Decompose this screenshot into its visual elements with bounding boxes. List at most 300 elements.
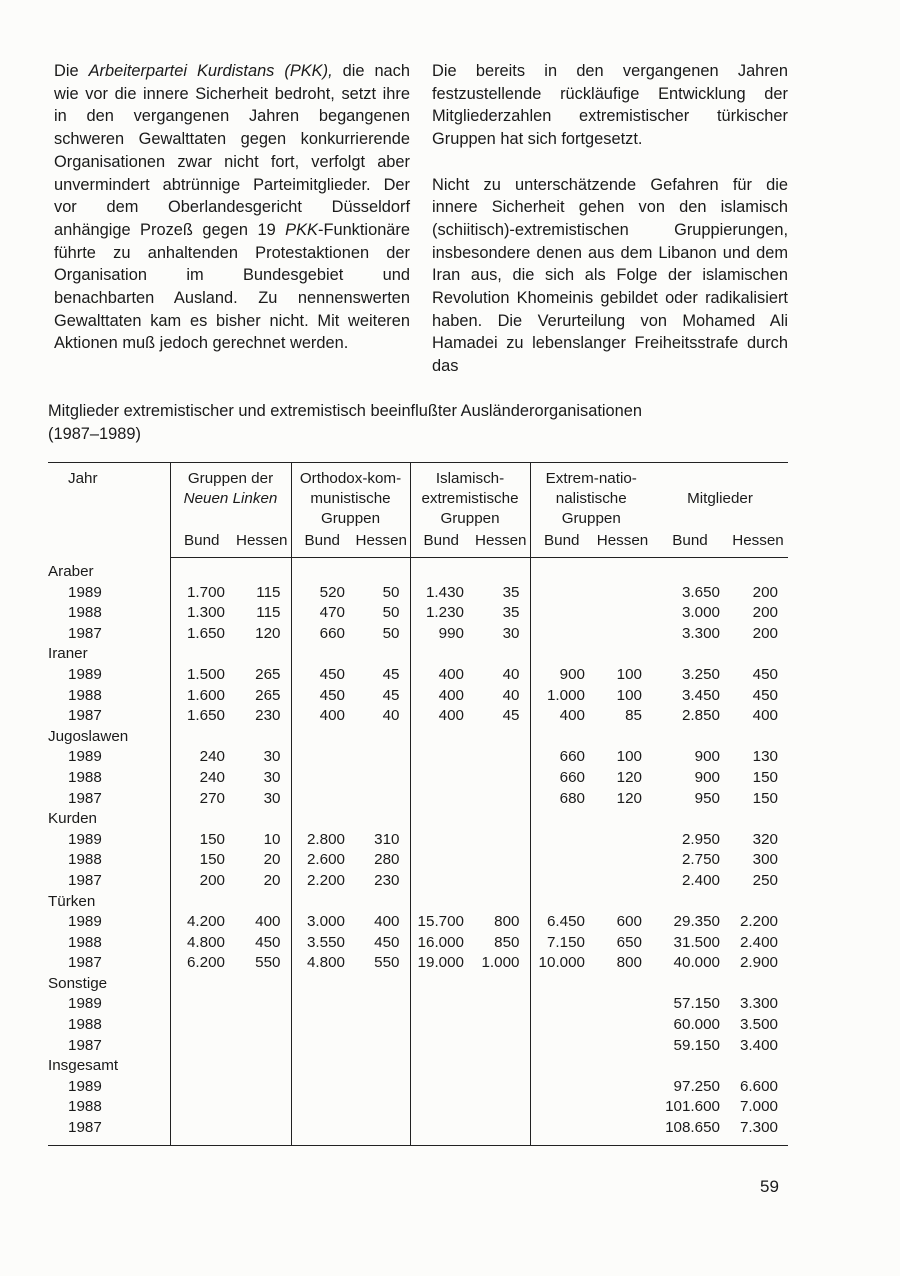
section-label: Iraner [48, 645, 88, 663]
cell-hessen: 1.000 [481, 954, 520, 972]
empty-cell [353, 558, 410, 583]
cell-hessen: 115 [256, 583, 281, 601]
cell-bund: 57.150 [673, 995, 720, 1013]
text-run: Die bereits in den vergangenen Jahren festzustellende rückläufige Entwicklung der Mitgliederzahlen extremistischer türkischer Gruppen hat sich fortgesetzt. [432, 62, 788, 149]
empty-cell [530, 1056, 593, 1077]
cell-hessen: 800 [494, 913, 520, 931]
cell-hessen: 200 [752, 604, 778, 622]
table-row [48, 1015, 788, 1036]
empty-cell [170, 892, 233, 913]
row-year: 1989 [68, 995, 102, 1013]
cell-hessen [593, 994, 652, 1015]
cell-bund [530, 1077, 593, 1098]
table-row [48, 994, 788, 1015]
subheader-bund: Bund [291, 530, 353, 558]
cell-bund: 470 [291, 603, 353, 624]
cell-bund: 450 [291, 686, 353, 707]
table-row [48, 1036, 788, 1057]
cell-bund: 400 [410, 686, 472, 707]
cell-hessen [353, 1118, 410, 1145]
cell-hessen [353, 1077, 410, 1098]
cell-bund [291, 1036, 353, 1057]
text-run: -Funktionäre führte zu anhaltenden Protestaktionen der Organisation im Bundesgebiet und benachbarten Ausland. Zu nennenswerten Gewalttaten kam es bisher nicht. Mit weiteren Aktionen muß jedoch gerechnet werden. [54, 220, 410, 353]
cell-bund: 10.000 [530, 953, 593, 974]
cell-bund: 1.650 [170, 706, 233, 727]
cell-bund: 400 [530, 706, 593, 727]
group-header-line: Orthodox-kom- [299, 470, 402, 487]
section-label-row [48, 809, 788, 830]
cell-hessen: 400 [374, 913, 400, 931]
empty-cell [410, 809, 472, 830]
cell-hessen: 450 [255, 933, 281, 951]
section-label-row [48, 974, 788, 995]
cell-hessen: 550 [255, 954, 281, 972]
group-header-line: Gruppen [440, 510, 500, 527]
page-number: 59 [760, 1177, 779, 1196]
section-label-row [48, 558, 788, 583]
cell-hessen [472, 994, 530, 1015]
empty-cell [652, 644, 728, 665]
group-header [530, 463, 652, 531]
cell-hessen: 45 [502, 707, 520, 725]
empty-cell [170, 1056, 233, 1077]
empty-cell [410, 558, 472, 583]
subheader-hessen: Hessen [353, 530, 410, 558]
cell-bund [291, 789, 353, 810]
cell-bund: 2.850 [681, 707, 720, 725]
cell-bund: 4.200 [170, 912, 233, 933]
table-caption [48, 400, 808, 446]
cell-hessen [353, 1015, 410, 1036]
table-row [48, 603, 788, 624]
cell-hessen: 400 [752, 707, 778, 725]
cell-hessen: 400 [255, 913, 281, 931]
empty-cell [530, 974, 593, 995]
cell-hessen: 310 [374, 830, 400, 848]
cell-bund [170, 1077, 233, 1098]
cell-bund: 150 [170, 830, 233, 851]
cell-bund: 1.600 [170, 686, 233, 707]
cell-bund: 2.400 [681, 871, 720, 889]
cell-bund [410, 994, 472, 1015]
table-row [48, 789, 788, 810]
cell-bund: 240 [170, 768, 233, 789]
cell-bund: 3.000 [681, 604, 720, 622]
cell-hessen [593, 624, 652, 645]
cell-hessen: 50 [382, 624, 400, 642]
cell-bund: 660 [530, 747, 593, 768]
cell-hessen [353, 994, 410, 1015]
cell-bund [530, 850, 593, 871]
cell-bund [530, 1036, 593, 1057]
right-paragraph [432, 60, 788, 151]
cell-hessen: 30 [263, 768, 281, 786]
empty-cell [353, 974, 410, 995]
empty-cell [728, 1056, 788, 1077]
empty-cell [353, 1056, 410, 1077]
empty-cell [472, 974, 530, 995]
cell-hessen: 115 [256, 604, 281, 622]
subheader-bund: Bund [652, 530, 728, 558]
empty-cell [291, 727, 353, 748]
table-row [48, 1097, 788, 1118]
section-label: Jugoslawen [48, 727, 129, 745]
cell-bund [530, 1015, 593, 1036]
cell-bund: 2.600 [291, 850, 353, 871]
cell-hessen: 2.400 [739, 933, 778, 951]
empty-cell [593, 1056, 652, 1077]
cell-bund: 1.700 [170, 583, 233, 604]
subheader-hessen: Hessen [728, 530, 788, 558]
empty-cell [410, 1056, 472, 1077]
cell-hessen: 150 [752, 789, 778, 807]
empty-cell [291, 809, 353, 830]
row-year: 1987 [68, 789, 102, 807]
cell-bund [410, 871, 472, 892]
cell-hessen: 120 [255, 624, 281, 642]
cell-bund [170, 1097, 233, 1118]
cell-bund: 900 [694, 748, 720, 766]
cell-bund [530, 1097, 593, 1118]
cell-bund: 3.550 [291, 933, 353, 954]
group-header-line: nalistische [555, 490, 627, 507]
cell-hessen [472, 830, 530, 851]
cell-hessen [472, 1097, 530, 1118]
cell-hessen [593, 1097, 652, 1118]
empty-cell [593, 974, 652, 995]
cell-hessen: 50 [382, 583, 400, 601]
text-run: Die [54, 62, 89, 80]
group-header-line: Neuen Linken [183, 490, 278, 507]
cell-bund [410, 789, 472, 810]
cell-hessen [233, 1118, 291, 1145]
cell-hessen: 250 [752, 871, 778, 889]
row-year: 1987 [68, 871, 102, 889]
column-header-jahr: Jahr [48, 463, 170, 558]
cell-bund: 1.230 [410, 603, 472, 624]
row-year: 1987 [68, 954, 102, 972]
cell-bund [530, 830, 593, 851]
cell-hessen: 450 [752, 686, 778, 704]
empty-cell [728, 974, 788, 995]
cell-hessen: 40 [382, 707, 400, 725]
empty-cell [233, 727, 291, 748]
empty-cell [170, 727, 233, 748]
row-year: 1987 [68, 707, 102, 725]
left-text-column [54, 60, 410, 355]
section-label-row [48, 1056, 788, 1077]
empty-cell [233, 974, 291, 995]
cell-bund [410, 1015, 472, 1036]
cell-bund [410, 1077, 472, 1098]
cell-bund: 660 [530, 768, 593, 789]
cell-hessen [472, 871, 530, 892]
cell-bund: 900 [530, 665, 593, 686]
cell-hessen: 600 [616, 913, 642, 931]
cell-hessen [233, 1015, 291, 1036]
italic-text: Arbeiterpartei Kurdistans (PKK), [88, 62, 333, 80]
subheader-bund: Bund [170, 530, 233, 558]
cell-bund [170, 1015, 233, 1036]
cell-hessen [593, 1036, 652, 1057]
row-year: 1989 [68, 748, 102, 766]
empty-cell [728, 644, 788, 665]
cell-bund [530, 1118, 593, 1145]
group-header [170, 463, 291, 531]
cell-bund: 3.000 [291, 912, 353, 933]
cell-bund: 1.650 [170, 624, 233, 645]
cell-bund [530, 603, 593, 624]
empty-cell [291, 974, 353, 995]
cell-hessen [353, 747, 410, 768]
cell-bund [410, 768, 472, 789]
empty-cell [728, 892, 788, 913]
cell-bund [291, 768, 353, 789]
cell-hessen [593, 583, 652, 604]
cell-hessen: 100 [616, 748, 642, 766]
table-header [48, 463, 788, 558]
cell-bund: 270 [170, 789, 233, 810]
cell-bund: 6.450 [530, 912, 593, 933]
cell-hessen [593, 603, 652, 624]
empty-cell [472, 809, 530, 830]
empty-cell [353, 727, 410, 748]
cell-bund: 19.000 [410, 953, 472, 974]
section-label: Kurden [48, 810, 97, 828]
cell-bund [410, 747, 472, 768]
subheader-hessen: Hessen [472, 530, 530, 558]
section-label: Insgesamt [48, 1057, 119, 1075]
group-header-line: Extrem-natio- [545, 470, 637, 487]
table-row [48, 624, 788, 645]
cell-bund [291, 1015, 353, 1036]
cell-hessen: 7.000 [739, 1098, 778, 1116]
empty-cell [530, 727, 593, 748]
cell-bund: 59.150 [673, 1036, 720, 1054]
cell-hessen: 265 [255, 665, 281, 683]
table-row [48, 1118, 788, 1145]
cell-hessen: 3.500 [739, 1016, 778, 1034]
cell-hessen [233, 994, 291, 1015]
section-label-row [48, 644, 788, 665]
subheader-bund: Bund [410, 530, 472, 558]
cell-bund: 60.000 [673, 1016, 720, 1034]
cell-bund: 1.500 [170, 665, 233, 686]
cell-bund: 2.950 [681, 830, 720, 848]
cell-hessen: 120 [616, 768, 642, 786]
cell-bund [170, 1118, 233, 1145]
group-header-line: extremistische [421, 490, 519, 507]
cell-hessen [593, 1077, 652, 1098]
row-year: 1988 [68, 851, 102, 869]
empty-cell [728, 558, 788, 583]
empty-cell [291, 558, 353, 583]
cell-hessen: 30 [502, 624, 520, 642]
cell-bund: 400 [410, 665, 472, 686]
cell-hessen: 230 [255, 707, 281, 725]
empty-cell [472, 892, 530, 913]
group-header [652, 463, 788, 531]
empty-cell [593, 727, 652, 748]
cell-bund: 3.300 [681, 624, 720, 642]
cell-hessen: 100 [616, 665, 642, 683]
empty-cell [652, 809, 728, 830]
row-year: 1989 [68, 830, 102, 848]
cell-hessen [233, 1097, 291, 1118]
section-label: Sonstige [48, 974, 108, 992]
empty-cell [410, 892, 472, 913]
cell-hessen [472, 1118, 530, 1145]
cell-hessen [472, 768, 530, 789]
empty-cell [233, 558, 291, 583]
cell-hessen [472, 789, 530, 810]
empty-cell [652, 727, 728, 748]
group-header-line: Mitglieder [687, 490, 753, 507]
row-year: 1988 [68, 604, 102, 622]
cell-bund: 400 [291, 706, 353, 727]
cell-bund [410, 1036, 472, 1057]
table-row [48, 706, 788, 727]
cell-hessen: 7.300 [728, 1118, 788, 1145]
empty-cell [652, 892, 728, 913]
row-year: 1988 [68, 768, 102, 786]
cell-bund: 6.200 [170, 953, 233, 974]
section-label-row [48, 892, 788, 913]
cell-bund [291, 1097, 353, 1118]
cell-hessen [353, 1036, 410, 1057]
cell-bund: 200 [170, 871, 233, 892]
cell-bund: 31.500 [673, 933, 720, 951]
empty-cell [593, 892, 652, 913]
empty-cell [652, 974, 728, 995]
cell-hessen: 30 [263, 748, 281, 766]
empty-cell [530, 644, 593, 665]
empty-cell [652, 1056, 728, 1077]
group-header-line: Gruppen der [187, 470, 274, 487]
table-caption-line-1: Mitglieder extremistischer und extremistisch beeinflußter Ausländerorganisationen [48, 402, 642, 420]
cell-bund: 450 [291, 665, 353, 686]
cell-hessen [593, 830, 652, 851]
empty-cell [472, 1056, 530, 1077]
cell-bund: 950 [694, 789, 720, 807]
empty-cell [291, 1056, 353, 1077]
empty-cell [233, 892, 291, 913]
cell-bund: 16.000 [410, 933, 472, 954]
row-year: 1989 [68, 665, 102, 683]
cell-bund: 1.430 [410, 583, 472, 604]
empty-cell [410, 644, 472, 665]
cell-hessen: 265 [255, 686, 281, 704]
empty-cell [233, 809, 291, 830]
cell-hessen: 280 [374, 851, 400, 869]
cell-hessen: 45 [382, 665, 400, 683]
cell-hessen [472, 1015, 530, 1036]
cell-bund [410, 830, 472, 851]
cell-hessen [472, 850, 530, 871]
table-row [48, 933, 788, 954]
cell-hessen: 300 [752, 851, 778, 869]
cell-bund: 15.700 [410, 912, 472, 933]
row-year: 1988 [68, 686, 102, 704]
table-body [48, 558, 788, 1146]
cell-bund: 660 [291, 624, 353, 645]
table-row [48, 1077, 788, 1098]
empty-cell [530, 809, 593, 830]
empty-cell [728, 727, 788, 748]
row-year: 1989 [68, 583, 102, 601]
cell-bund [291, 1077, 353, 1098]
empty-cell [291, 892, 353, 913]
section-label-row [48, 727, 788, 748]
cell-hessen: 200 [752, 583, 778, 601]
right-paragraph [432, 174, 788, 378]
cell-hessen: 2.200 [739, 913, 778, 931]
cell-bund: 4.800 [291, 953, 353, 974]
empty-cell [410, 727, 472, 748]
cell-bund [530, 583, 593, 604]
empty-cell [530, 558, 593, 583]
cell-hessen: 30 [263, 789, 281, 807]
cell-hessen: 550 [374, 954, 400, 972]
empty-cell [472, 727, 530, 748]
table-row [48, 953, 788, 974]
cell-hessen: 800 [616, 954, 642, 972]
section-label: Türken [48, 892, 96, 910]
cell-hessen: 650 [616, 933, 642, 951]
cell-bund: 2.750 [681, 851, 720, 869]
empty-cell [593, 558, 652, 583]
italic-text: PKK [285, 220, 318, 239]
empty-cell [291, 644, 353, 665]
cell-hessen [472, 1077, 530, 1098]
table-row [48, 850, 788, 871]
cell-hessen: 120 [616, 789, 642, 807]
cell-hessen [593, 850, 652, 871]
cell-hessen: 130 [752, 748, 778, 766]
cell-hessen: 320 [752, 830, 778, 848]
cell-bund [530, 871, 593, 892]
row-year: 1989 [68, 913, 102, 931]
cell-hessen [233, 1036, 291, 1057]
table-row [48, 686, 788, 707]
cell-hessen: 450 [752, 665, 778, 683]
cell-hessen [472, 1036, 530, 1057]
group-header-line: munistische [310, 490, 391, 507]
cell-bund [410, 850, 472, 871]
empty-cell [233, 644, 291, 665]
cell-bund: 3.250 [681, 665, 720, 683]
left-paragraph [54, 60, 410, 355]
table-caption-line-2: (1987–1989) [48, 425, 141, 443]
cell-bund: 240 [170, 747, 233, 768]
table-row [48, 912, 788, 933]
cell-hessen: 35 [502, 583, 520, 601]
cell-bund: 29.350 [673, 913, 720, 931]
subheader-bund: Bund [530, 530, 593, 558]
group-header-line: Gruppen [320, 510, 381, 527]
cell-bund: 150 [170, 850, 233, 871]
cell-hessen: 3.400 [739, 1036, 778, 1054]
empty-cell [593, 809, 652, 830]
cell-bund [170, 994, 233, 1015]
cell-hessen: 20 [263, 851, 281, 869]
empty-cell [353, 644, 410, 665]
cell-bund: 4.800 [170, 933, 233, 954]
cell-hessen: 85 [625, 707, 642, 725]
empty-cell [593, 644, 652, 665]
text-run: Nicht zu unterschätzende Gefahren für die innere Sicherheit gehen von den islamisch (schiitisch)-extremistischen Gruppierungen, insbesondere denen aus dem Libanon und dem Iran aus, die sich als Folge der islamischen Revolution Khomeinis gebildet oder radikalisiert haben. Die Verurteilung von Mohamed Ali Hamadei zu lebenslanger Freiheitsstrafe durch das [432, 175, 788, 376]
cell-hessen: 40 [502, 665, 520, 683]
